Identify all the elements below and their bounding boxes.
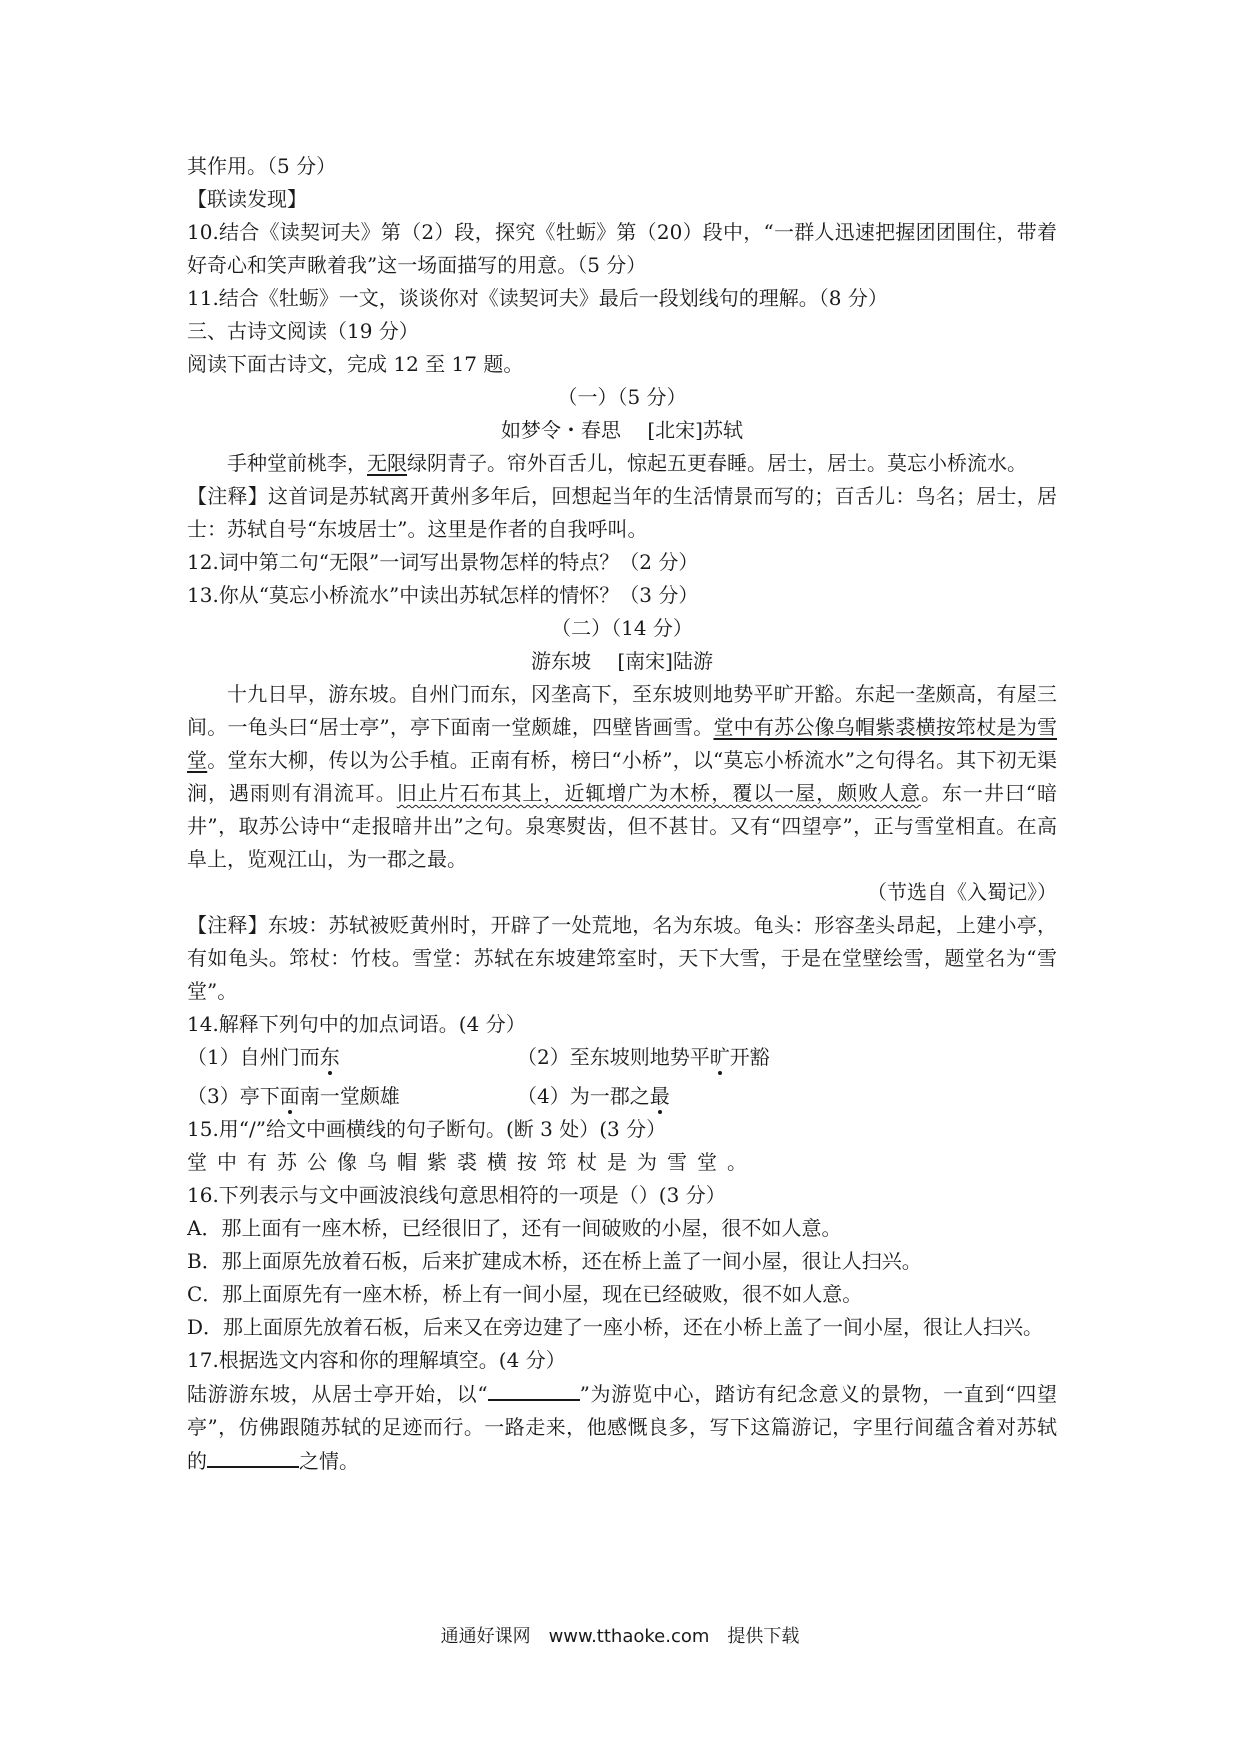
prose-note: 【注释】东坡：苏轼被贬黄州时，开辟了一处荒地，名为东坡。龟头：形容垄头昂起，上建小亭，有如龟头。筇杖：竹枝。雪堂：苏轼在东坡建筇室时，天下大雪，于是在堂壁绘雪，题堂名为“雪堂”。 <box>187 913 1057 1003</box>
fill-text: 陆游游东坡，从居士亭开始，以“ <box>187 1382 488 1406</box>
q14-item-1 <box>187 1041 517 1074</box>
item-text: （2）至东坡则地势平 <box>517 1045 710 1069</box>
prose-segment: 。东一井曰“暗井”，取苏公诗中“走报暗井出”之句。泉寒熨齿，但不甚甘。又有“四望亭”，正与雪堂相直。在高阜上，览观江山，为一郡之最。 <box>187 781 1057 871</box>
dotted-word: 面 <box>279 1084 300 1108</box>
item-text: 开豁 <box>729 1045 770 1069</box>
q14-items <box>187 1080 1057 1113</box>
fill-text: 之情。 <box>299 1449 359 1473</box>
question-11: 11.结合《牡蛎》一文，谈谈你对《读契诃夫》最后一段划线句的理解。（8 分） <box>187 286 888 310</box>
question-13: 13.你从“莫忘小桥流水”中读出苏轼怎样的情怀？（3 分） <box>187 583 699 607</box>
q14-item-4 <box>517 1080 847 1113</box>
q16-option-d: D．那上面原先放着石板，后来又在旁边建了一座小桥，还在小桥上盖了一间小屋，很让人扫兴。 <box>187 1315 1044 1339</box>
prose-text <box>187 678 1057 876</box>
item-text: 南一堂颇雄 <box>299 1084 400 1108</box>
fill-text: ”为游览中心，踏访有纪念意义的景物，一直到“四望亭”，仿佛跟随苏轼的足迹而行。一路走来，他感慨良多，写下这篇游记，字里行间蕴含着对苏轼的 <box>187 1382 1057 1473</box>
underlined-word: 无限 <box>367 451 407 475</box>
poem-text <box>187 447 1057 480</box>
exam-page <box>187 150 1057 1478</box>
q16-option-b: B．那上面原先放着石板，后来扩建成木桥，还在桥上盖了一间小屋，很让人扫兴。 <box>187 1249 922 1273</box>
q14-items <box>187 1041 1057 1074</box>
item-text: （3）亭下 <box>187 1084 280 1108</box>
question-10: 10.结合《读契诃夫》第（2）段，探究《牡蛎》第（20）段中，“一群人迅速把握团团围住，带着好奇心和笑声瞅着我”这一场面描写的用意。（5 分） <box>187 220 1057 277</box>
question-16: 16.下列表示与文中画波浪线句意思相符的一项是（）(3 分） <box>187 1183 726 1207</box>
q15-sentence: 堂中有苏公像乌帽紫裘横按筇杖是为雪堂。 <box>187 1150 757 1174</box>
source-citation: （节选自《入蜀记》） <box>867 880 1057 904</box>
poem-title: 如梦令・春思 [北宋]苏轼 <box>501 418 743 442</box>
section-heading: 三、古诗文阅读（19 分） <box>187 319 419 343</box>
answer-blank[interactable] <box>207 1444 299 1468</box>
poem-segment: 手种堂前桃李， <box>227 451 367 475</box>
page-footer: 通通好课网 www.tthaoke.com 提供下载 <box>440 1626 800 1647</box>
prose-title: 游东坡 [南宋]陆游 <box>531 649 713 673</box>
wavy-underlined-sentence: 旧止片石布其上，近辄增广为木桥，覆以一屋，颇败人意 <box>396 781 921 805</box>
instructions: 阅读下面古诗文，完成 12 至 17 题。 <box>187 352 524 376</box>
item-text: （4）为一郡之 <box>517 1084 650 1108</box>
dotted-word: 旷 <box>709 1045 730 1069</box>
underlined-sentence: 堂中有苏公像乌帽紫裘横按筇杖是为雪堂 <box>187 715 1058 772</box>
prose-segment: 十九日早，游东坡。自州门而东，冈垄高下，至东坡则地势平旷开豁。东起一垄颇高，有屋三间。一龟头曰“居士亭”，亭下面南一堂颇雄，四壁皆画雪。 <box>187 682 1057 739</box>
part2-heading: （二）（14 分） <box>551 616 693 640</box>
text-line: 其作用。（5 分） <box>187 154 337 178</box>
dotted-word: 东 <box>319 1045 340 1069</box>
q16-option-a: A．那上面有一座木桥，已经很旧了，还有一间破败的小屋，很不如人意。 <box>187 1216 842 1240</box>
q16-option-c: C．那上面原先有一座木桥，桥上有一间小屋，现在已经破败，很不如人意。 <box>187 1282 863 1306</box>
q17-fill-text <box>187 1377 1057 1478</box>
question-17: 17.根据选文内容和你的理解填空。(4 分） <box>187 1348 566 1372</box>
q14-item-2 <box>517 1041 847 1074</box>
poem-note: 【注释】这首词是苏轼离开黄州多年后，回想起当年的生活情景而写的；百舌儿：鸟名；居士，居士：苏轼自号“东坡居士”。这里是作者的自我呼叫。 <box>187 484 1057 541</box>
item-text: （1）自州门而 <box>187 1045 320 1069</box>
poem-segment: 绿阴青子。帘外百舌儿，惊起五更春睡。居士，居士。莫忘小桥流水。 <box>407 451 1027 475</box>
q14-item-3 <box>187 1080 517 1113</box>
question-14: 14.解释下列句中的加点词语。(4 分） <box>187 1012 526 1036</box>
question-15: 15.用“/”给文中画横线的句子断句。(断 3 处）(3 分） <box>187 1117 667 1141</box>
prose-segment: 。堂东大柳，传以为公手植。正南有桥，榜曰“小桥”，以“莫忘小桥流水”之句得名。其下初无渠涧，遇雨则有涓流耳。 <box>187 748 1058 805</box>
question-12: 12.词中第二句“无限”一词写出景物怎样的特点？（2 分） <box>187 550 699 574</box>
part1-heading: （一）（5 分） <box>557 385 687 409</box>
dotted-word: 最 <box>649 1084 670 1108</box>
section-label: 【联读发现】 <box>187 187 307 211</box>
answer-blank[interactable] <box>488 1377 580 1401</box>
